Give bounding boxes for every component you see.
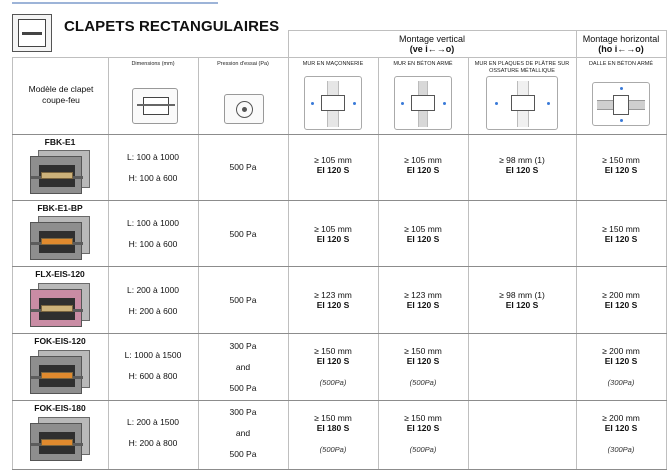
row-4-model: FOK-EIS-120 xyxy=(34,336,86,346)
plaster-wall-header: MUR EN PLAQUES DE PLÂTRE SUR OSSATURE MÉTALLIQUE xyxy=(474,61,570,74)
row-5-slab: ≥ 200 mm EI 120 S (300Pa) xyxy=(602,413,640,454)
concrete-wall-diagram-icon xyxy=(394,76,452,130)
row-4-masonry: ≥ 150 mm EI 120 S (500Pa) xyxy=(314,346,352,387)
row-5-dimensions: L: 200 à 1500 H: 200 à 800 xyxy=(127,417,179,448)
row-3-masonry: ≥ 123 mm EI 120 S xyxy=(314,290,352,310)
row-3-plaster: ≥ 98 mm (1) EI 120 S xyxy=(499,290,545,310)
row-1-slab: ≥ 150 mm EI 120 S xyxy=(602,155,640,175)
row-2-concrete: ≥ 105 mm EI 120 S xyxy=(404,224,442,244)
row-3-damper-image xyxy=(30,283,94,329)
row-3-pressure: 500 Pa xyxy=(229,295,257,305)
header-accent-line xyxy=(12,2,218,4)
row-2-slab: ≥ 150 mm EI 120 S xyxy=(602,224,640,244)
horizontal-mount-header: Montage horizontal (ho i←→o) xyxy=(582,34,660,54)
specs-table xyxy=(12,30,667,470)
page-title: CLAPETS RECTANGULAIRES xyxy=(64,18,280,35)
row-3-concrete: ≥ 123 mm EI 120 S xyxy=(404,290,442,310)
row-1-plaster: ≥ 98 mm (1) EI 120 S xyxy=(499,155,545,175)
row-1-dimensions: L: 100 à 1000 H: 100 à 600 xyxy=(127,152,179,183)
fan-icon xyxy=(224,94,264,124)
row-3-model: FLX-EIS-120 xyxy=(35,269,85,279)
concrete-wall-header: MUR EN BÉTON ARMÉ xyxy=(393,61,453,67)
row-5-masonry: ≥ 150 mm EI 180 S (500Pa) xyxy=(314,413,352,454)
dimensions-column-header: Dimensions (mm) xyxy=(131,61,175,67)
row-4-slab: ≥ 200 mm EI 120 S (300Pa) xyxy=(602,346,640,387)
vertical-mount-header: Montage vertical (ve i←→o) xyxy=(398,34,466,54)
row-2-pressure: 500 Pa xyxy=(229,229,257,239)
row-5-pressure: 300 Pa and 500 Pa xyxy=(229,407,257,459)
row-1-masonry: ≥ 105 mm EI 120 S xyxy=(314,155,352,175)
row-4-pressure: 300 Pa and 500 Pa xyxy=(229,341,257,393)
slab-diagram-icon xyxy=(592,82,650,126)
pressure-column-header: Pression d'essai (Pa) xyxy=(217,61,269,67)
concrete-slab-header: DALLE EN BÉTON ARMÉ xyxy=(588,61,654,67)
row-2-model: FBK-E1-BP xyxy=(37,203,83,213)
row-1-damper-image xyxy=(30,150,94,196)
row-2-masonry: ≥ 105 mm EI 120 S xyxy=(314,224,352,244)
row-3-slab: ≥ 200 mm EI 120 S xyxy=(602,290,640,310)
dimension-diagram-icon xyxy=(132,88,178,124)
model-column-header: Modèle de clapet coupe-feu xyxy=(28,84,94,105)
row-1-model: FBK-E1 xyxy=(44,137,76,147)
row-4-dimensions: L: 1000 à 1500 H: 600 à 800 xyxy=(124,350,182,381)
plaster-wall-diagram-icon xyxy=(486,76,558,130)
row-1-concrete: ≥ 105 mm EI 120 S xyxy=(404,155,442,175)
masonry-wall-diagram-icon xyxy=(304,76,362,130)
row-2-dimensions: L: 100 à 1000 H: 100 à 600 xyxy=(127,218,179,249)
row-2-damper-image xyxy=(30,216,94,262)
row-4-concrete: ≥ 150 mm EI 120 S (500Pa) xyxy=(404,346,442,387)
row-4-damper-image xyxy=(30,350,94,396)
row-1-pressure: 500 Pa xyxy=(229,162,257,172)
row-5-model: FOK-EIS-180 xyxy=(34,403,86,413)
row-3-dimensions: L: 200 à 1000 H: 200 à 600 xyxy=(127,285,179,316)
masonry-wall-header: MUR EN MAÇONNERIE xyxy=(302,61,364,67)
row-5-concrete: ≥ 150 mm EI 120 S (500Pa) xyxy=(404,413,442,454)
row-5-damper-image xyxy=(30,417,94,463)
